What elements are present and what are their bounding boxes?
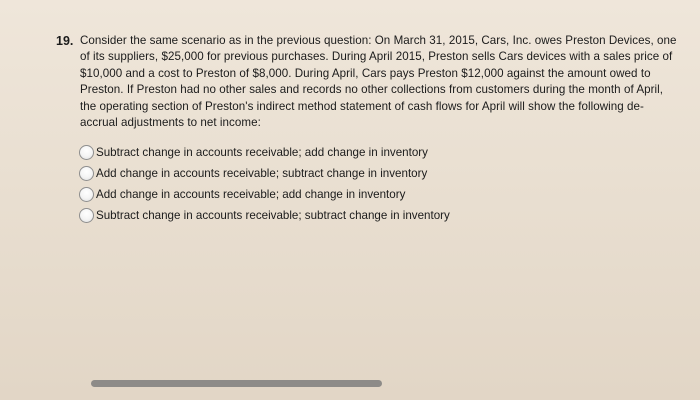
answer-option-label: Add change in accounts receivable; subtract change in inventory [96, 167, 428, 180]
answer-option-1[interactable] [79, 142, 450, 163]
radio-button-2[interactable] [79, 166, 94, 181]
question-number: 19. [56, 34, 74, 48]
answer-option-label: Add change in accounts receivable; add change in inventory [96, 188, 406, 201]
radio-button-3[interactable] [79, 187, 94, 202]
answer-option-2[interactable] [79, 163, 450, 184]
answer-option-4[interactable] [79, 205, 450, 226]
answer-options [79, 142, 450, 226]
horizontal-scrollbar[interactable] [91, 380, 382, 387]
radio-button-1[interactable] [79, 145, 94, 160]
question-text: Consider the same scenario as in the previous question: On March 31, 2015, Cars, Inc. owes Preston Devices, one of its suppliers, $25,000 for previous purchases. During April 2015, Preston sells Cars devices with a sales price of $10,000 and a cost to Preston of $8,000. During April, Cars pays Preston $12,000 against the amount owed to Preston. If Preston had no other sales and records no other collections from customers during the month of April, the operating section of Preston's indirect method statement of cash flows for April will show the following de-accrual adjustments to net income: [80, 34, 677, 130]
answer-option-label: Subtract change in accounts receivable; subtract change in inventory [96, 209, 450, 222]
answer-option-3[interactable] [79, 184, 450, 205]
answer-option-label: Subtract change in accounts receivable; add change in inventory [96, 146, 428, 159]
radio-button-4[interactable] [79, 208, 94, 223]
